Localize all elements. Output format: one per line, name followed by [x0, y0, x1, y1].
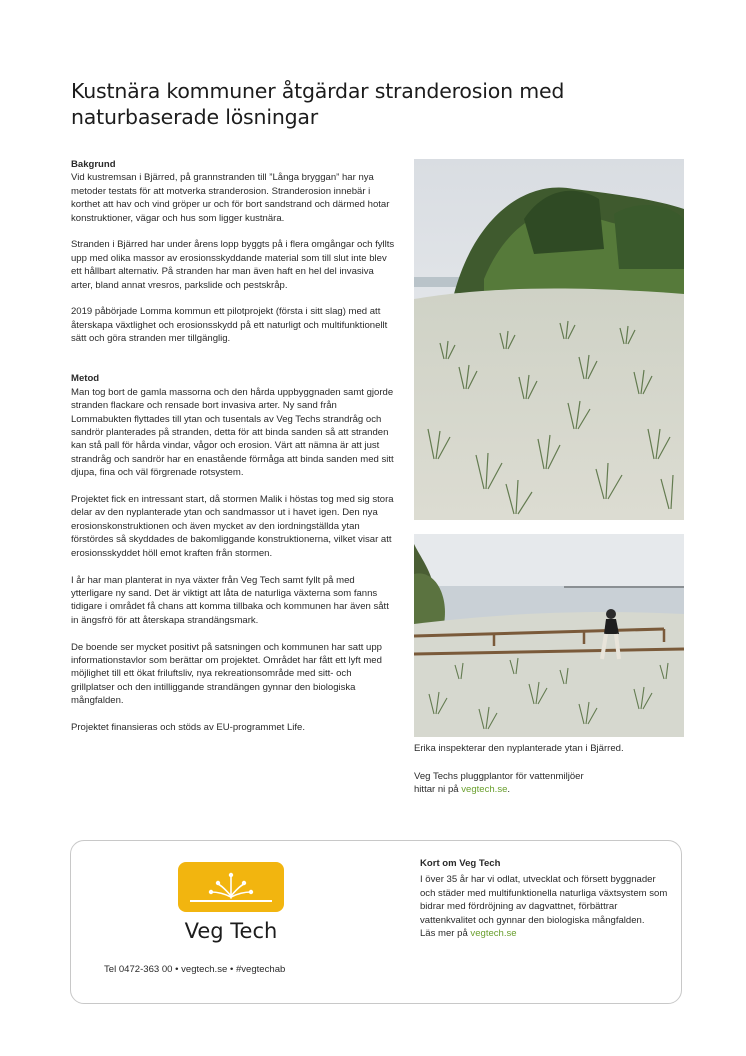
section-heading-metod: Metod	[71, 373, 100, 385]
paragraph: Projektet finansieras och stöds av EU-programmet Life.	[71, 721, 306, 733]
sprout-icon	[178, 862, 284, 912]
product-note-line: hittar ni på vegtech.se.	[414, 784, 511, 796]
read-more: Läs mer på vegtech.se	[420, 928, 517, 940]
brand-name: Veg Tech	[184, 919, 278, 943]
paragraph: I år har man planterat in nya växter från Veg Tech samt fyllt på med ytterligare ny sand. Det är viktigt att låta de naturliga växterna som fanns tidigare i området få chans att komma tillbaka och kommunen har även sått in ängsfrö för att återskapa strandängsmark.	[71, 574, 389, 626]
contact-line: Tel 0472-363 00 • vegtech.se • #vegtechab	[104, 964, 286, 975]
about-heading: Kort om Veg Tech	[420, 858, 501, 869]
paragraph: Stranden i Bjärred har under årens lopp byggts på i flera omgångar och fyllts upp med olika massor av erosionsskyddande material som till slut inte blev ett hållbart alternativ. På stranden har man även haft en hel del invasiva arter, bland annat vresros, parkslide och pestskråp.	[71, 239, 395, 291]
beach-inspection-photo	[414, 534, 684, 737]
about-text: I över 35 år har vi odlat, utvecklat och försett byggnader och städer med multifunktionella naturliga växtsystem som bidrar med fördröjning av dagvattnet, förbättrar vattenkvalitet och gynnar den biologiska mångfalden.	[420, 874, 668, 926]
paragraph: Vid kustremsan i Bjärred, på grannstranden till ”Långa bryggan” har nya metoder testats för att motverka stranderosion. Stranderosion innebär i korthet att hav och vind gröper ur och för bort sandstrand och därmed hotar konstruktioner, vägar och hus som ligger kustnära.	[71, 172, 390, 224]
about-vegtech	[420, 857, 670, 940]
section-heading-bakgrund: Bakgrund	[71, 159, 116, 170]
article-body	[71, 158, 396, 748]
paragraph: Projektet fick en intressant start, då stormen Malik i höstas tog med sig stora delar av den nyplanterade ytan och sandmassor ut i havet igen. Den nya erosionskonstruktionen och även mycket av den iordningställda ytan förstördes så skyddades de bakomliggande konstruktionerna, vilket visar att erosionsskyddet höll emot kraften från stormen.	[71, 494, 394, 559]
beach-dune-photo	[414, 159, 684, 520]
vegtech-link[interactable]: vegtech.se	[470, 928, 517, 940]
vegtech-logo	[178, 862, 284, 912]
product-note	[414, 770, 684, 797]
product-note-line: Veg Techs pluggplantor för vattenmiljöer	[414, 771, 584, 782]
paragraph: De boende ser mycket positivt på satsningen och kommunen har satt upp informationstavlor som berättar om projektet. Området har fått ett lyft med möjlighet till ett ökat friluftsliv, nya rekreationsområde med sitt- och grillplatser och den intilliggande strandängen gynnar den biologiska mångfalden.	[71, 641, 382, 707]
page-title: Kustnära kommuner åtgärdar stranderosion med naturbaserade lösningar	[71, 79, 565, 129]
photo-caption: Erika inspekterar den nyplanterade ytan i Bjärred.	[414, 743, 624, 754]
paragraph: Man tog bort de gamla massorna och den hårda uppbyggnaden samt gjorde stranden flackare och rensade bort invasiva arter. Ny sand från Lommabukten flyttades till ytan och tusentals av Veg Techs strandråg och sandrör planterades på stranden, detta för att binda sanden så att stranden kan stå pall för hårda vindar, vågor och erosion. Värt att nämna är att just strandråg och sandrör har en enastående förmåga att binda sanden med sitt djupa, fina och väl förgrenade rotsystem.	[71, 386, 394, 479]
paragraph: 2019 påbörjade Lomma kommun ett pilotprojekt (första i sitt slag) med att återskapa växtlighet och erosionsskydd på ett naturligt och multifunktionellt sätt och göra stranden mer tillgänglig.	[71, 306, 388, 345]
vegtech-link[interactable]: vegtech.se	[461, 784, 508, 796]
